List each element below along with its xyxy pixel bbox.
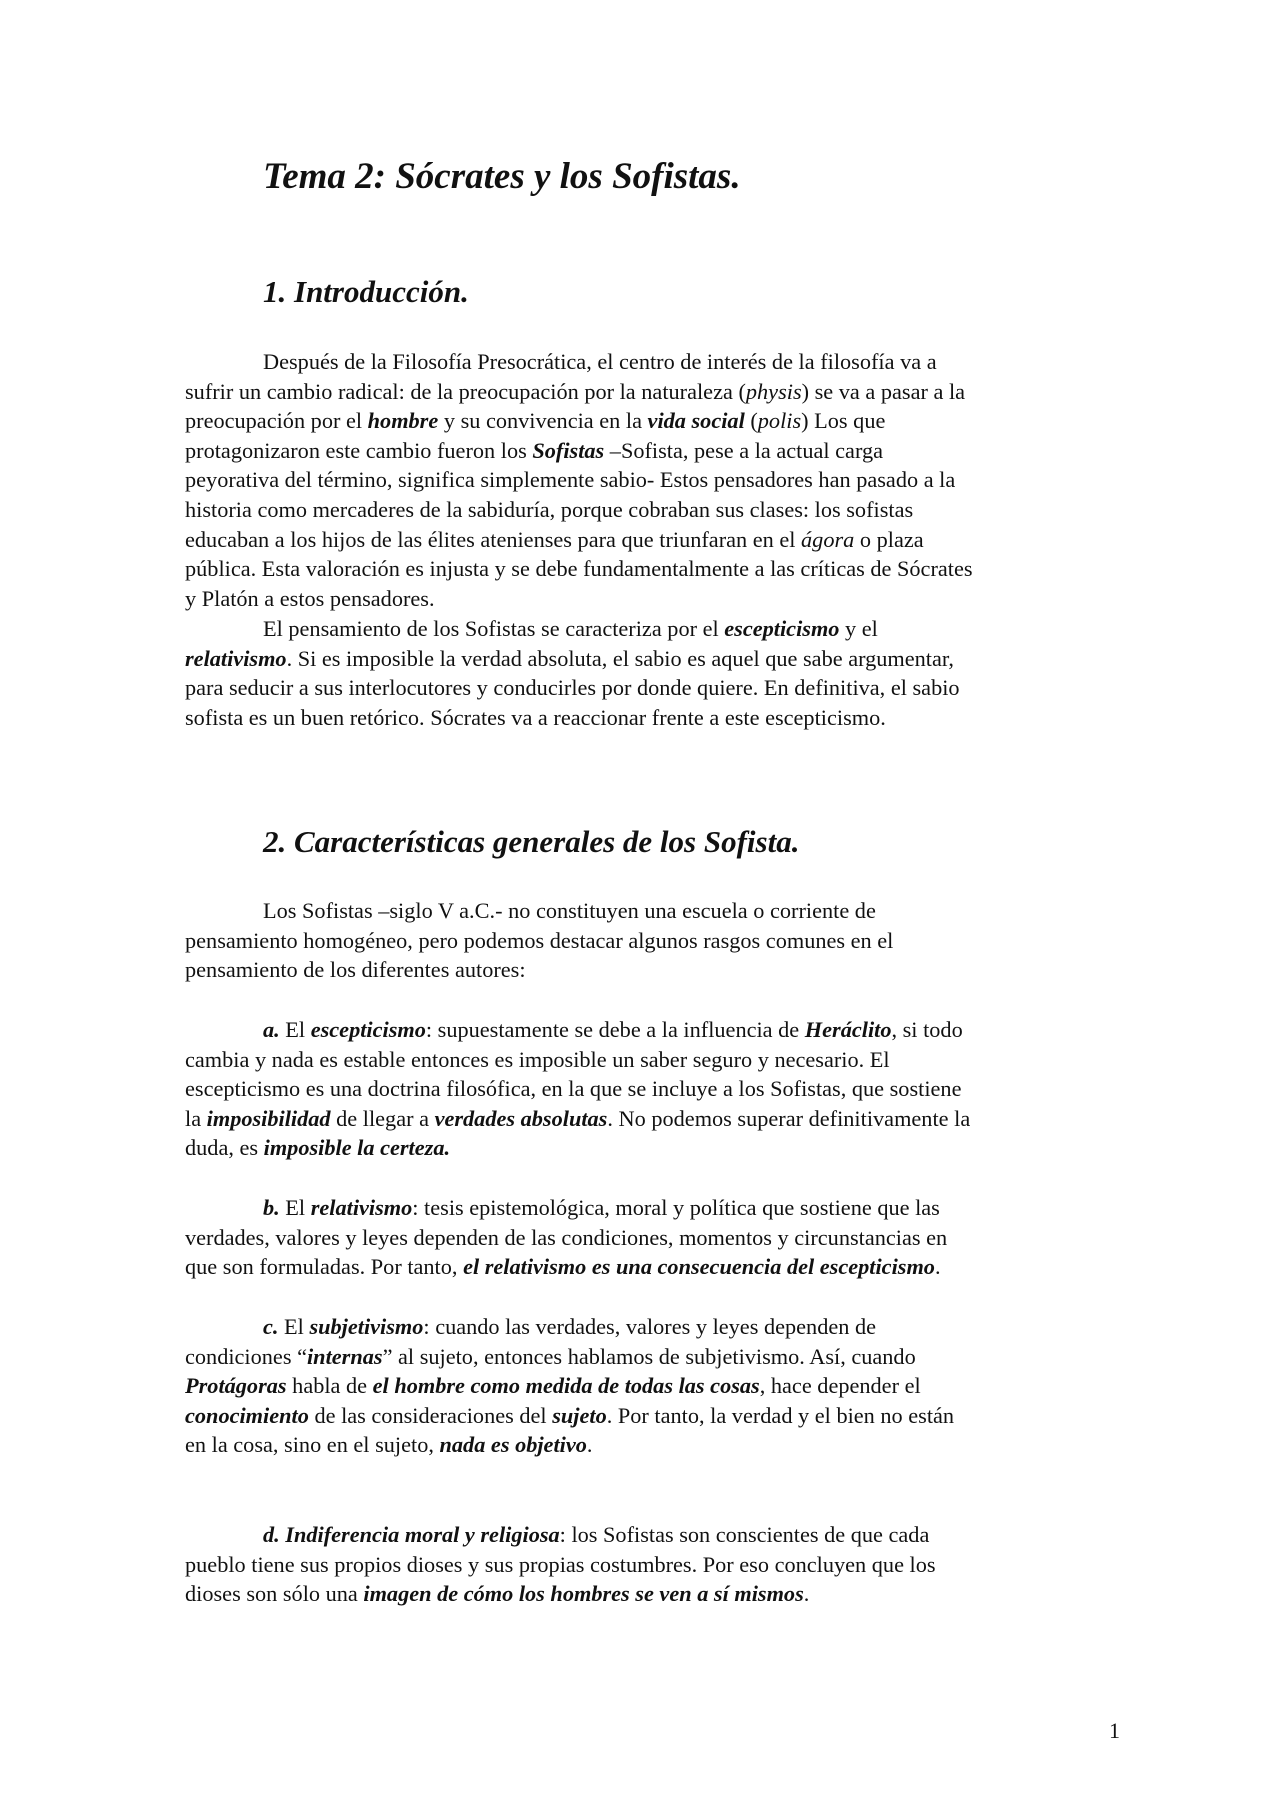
text-run: El pensamiento de los Sofistas se caracteriza por el — [263, 616, 725, 641]
emphasis-italic: polis — [757, 408, 802, 434]
text-run: pública. Esta valoración es injusta y se debe fundamentalmente a las críticas de Sócrates — [185, 556, 973, 582]
text-line — [185, 1074, 1110, 1104]
text-line — [185, 896, 1110, 926]
text-run: El — [278, 1314, 310, 1339]
emphasis-bold-italic: d. Indiferencia moral y religiosa — [263, 1522, 560, 1547]
emphasis-bold-italic: relativismo — [310, 1195, 413, 1220]
text-line — [185, 1104, 1110, 1134]
emphasis-bold-italic: Protágoras — [185, 1373, 287, 1399]
text-line — [185, 1223, 1110, 1253]
text-run: y el — [839, 616, 878, 641]
emphasis-bold-italic: escepticismo — [724, 616, 840, 641]
text-run: . — [586, 1432, 593, 1458]
text-line — [185, 1520, 1110, 1550]
text-line — [185, 465, 1110, 495]
emphasis-bold-italic: verdades absolutas — [434, 1105, 608, 1131]
text-line — [185, 1401, 1110, 1431]
text-run: o plaza — [854, 526, 924, 552]
item-d-indiferencia — [185, 1520, 1110, 1609]
emphasis-bold-italic: c. — [263, 1314, 279, 1339]
text-run: pueblo tiene sus propios dioses y sus propias costumbres. Por eso concluyen que los — [185, 1551, 936, 1577]
text-line — [185, 436, 1110, 466]
section-1-heading: 1. Introducción. — [263, 274, 469, 309]
text-line — [185, 1045, 1110, 1075]
text-line — [185, 1342, 1110, 1372]
emphasis-bold-italic: b. — [263, 1195, 280, 1220]
text-run: sufrir un cambio radical: de la preocupación por la naturaleza ( — [185, 378, 746, 404]
text-run: pensamiento de los diferentes autores: — [185, 957, 526, 983]
intro-paragraph-2 — [185, 614, 1110, 732]
text-run: la — [185, 1105, 207, 1131]
text-line — [185, 955, 1110, 985]
text-run: , si todo — [891, 1017, 963, 1042]
emphasis-bold-italic: subjetivismo — [309, 1314, 424, 1339]
text-line — [185, 1371, 1110, 1401]
text-line — [185, 1015, 1110, 1045]
text-run: para seducir a sus interlocutores y conducirles por donde quiere. En definitiva, el sabio — [185, 675, 960, 701]
text-line — [185, 584, 1110, 614]
text-run: de llegar a — [330, 1105, 435, 1131]
emphasis-bold-italic: Heráclito — [804, 1017, 892, 1042]
text-run: Después de la Filosofía Presocrática, el centro de interés de la filosofía va a — [263, 349, 937, 374]
text-line — [185, 495, 1110, 525]
emphasis-bold-italic: vida social — [647, 408, 745, 434]
emphasis-bold-italic: nada es objetivo — [439, 1432, 587, 1458]
text-run: y su convivencia en la — [438, 408, 648, 434]
text-run: preocupación por el — [185, 408, 368, 434]
text-line — [185, 614, 1110, 644]
item-a-escepticismo — [185, 1015, 1110, 1163]
text-line — [185, 554, 1110, 584]
text-line — [185, 1550, 1110, 1580]
text-line — [185, 644, 1110, 674]
text-run: educaban a los hijos de las élites atenienses para que triunfaran en el — [185, 526, 802, 552]
text-run: . — [803, 1581, 810, 1607]
intro-paragraph-1 — [185, 347, 1110, 613]
emphasis-bold-italic: Sofistas — [532, 437, 605, 463]
text-run: condiciones “ — [185, 1343, 307, 1369]
text-run: duda, es — [185, 1135, 264, 1161]
text-line — [185, 525, 1110, 555]
emphasis-bold-italic: a. — [263, 1017, 280, 1042]
text-line — [185, 673, 1110, 703]
emphasis-bold-italic: imposibilidad — [206, 1105, 331, 1131]
text-run: protagonizaron este cambio fueron los — [185, 437, 533, 463]
text-run: . No podemos superar definitivamente la — [607, 1105, 971, 1131]
item-b-relativismo — [185, 1193, 1110, 1282]
text-run: pensamiento homogéneo, pero podemos destacar algunos rasgos comunes en el — [185, 927, 894, 953]
text-line — [185, 377, 1110, 407]
text-run: : cuando las verdades, valores y leyes dependen de — [423, 1314, 877, 1339]
text-run: El — [279, 1195, 311, 1220]
emphasis-italic: ágora — [801, 526, 855, 552]
text-run: dioses son sólo una — [185, 1581, 364, 1607]
text-run: en la cosa, sino en el sujeto, — [185, 1432, 440, 1458]
emphasis-bold-italic: escepticismo — [310, 1017, 426, 1042]
emphasis-bold-italic: hombre — [367, 408, 439, 434]
emphasis-bold-italic: el hombre como medida de todas las cosas — [372, 1373, 760, 1399]
text-run: : los Sofistas son conscientes de que cada — [559, 1522, 930, 1547]
text-line — [185, 406, 1110, 436]
text-run: peyorativa del término, significa simplemente sabio- Estos pensadores han pasado a la — [185, 467, 956, 493]
text-line — [185, 347, 1110, 377]
text-run: . Si es imposible la verdad absoluta, el sabio es aquel que sabe argumentar, — [286, 645, 954, 671]
text-run: verdades, valores y leyes dependen de las condiciones, momentos y circunstancias en — [185, 1224, 948, 1250]
text-run: . Por tanto, la verdad y el bien no están — [606, 1402, 955, 1428]
emphasis-italic: physis — [745, 378, 802, 404]
text-run: : tesis epistemológica, moral y política que sostiene que las — [412, 1195, 940, 1220]
emphasis-bold-italic: internas — [306, 1343, 383, 1369]
text-run: El — [279, 1017, 311, 1042]
text-run: cambia y nada es estable entonces es imposible un saber seguro y necesario. El — [185, 1046, 890, 1072]
text-line — [185, 1252, 1110, 1282]
text-run: : supuestamente se debe a la influencia de — [425, 1017, 805, 1042]
text-run: . — [934, 1254, 941, 1280]
text-run: , hace depender el — [759, 1373, 921, 1399]
text-run: ( — [744, 408, 758, 434]
text-line — [185, 1312, 1110, 1342]
text-line — [185, 926, 1110, 956]
emphasis-bold-italic: relativismo — [185, 645, 287, 671]
text-run: Los Sofistas –siglo V a.C.- no constituyen una escuela o corriente de — [263, 898, 876, 923]
emphasis-bold-italic: conocimiento — [185, 1402, 309, 1428]
text-run: sofista es un buen retórico. Sócrates va a reaccionar frente a este escepticismo. — [185, 704, 886, 730]
emphasis-bold-italic: imagen de cómo los hombres se ven a sí mismos — [363, 1581, 804, 1607]
text-run: historia como mercaderes de la sabiduría, porque cobraban sus clases: los sofistas — [185, 496, 914, 522]
item-c-subjetivismo — [185, 1312, 1110, 1460]
text-run: ) Los que — [801, 408, 886, 434]
emphasis-bold-italic: imposible la certeza. — [263, 1135, 451, 1161]
text-line — [185, 1193, 1110, 1223]
text-run: y Platón a estos pensadores. — [185, 585, 435, 611]
text-run: ” al sujeto, entonces hablamos de subjetivismo. Así, cuando — [382, 1343, 916, 1369]
section-2-intro-paragraph — [185, 896, 1110, 985]
document-title: Tema 2: Sócrates y los Sofistas. — [263, 156, 741, 197]
text-line — [185, 1579, 1110, 1609]
text-run: de las consideraciones del — [308, 1402, 553, 1428]
text-line — [185, 1430, 1110, 1460]
text-line — [185, 1133, 1110, 1163]
text-run: –Sofista, pese a la actual carga — [604, 437, 884, 463]
section-2-heading: 2. Características generales de los Sofista. — [263, 824, 800, 859]
emphasis-bold-italic: el relativismo es una consecuencia del escepticismo — [463, 1254, 935, 1280]
text-run: que son formuladas. Por tanto, — [185, 1254, 464, 1280]
text-run: habla de — [286, 1373, 373, 1399]
text-line — [185, 703, 1110, 733]
emphasis-bold-italic: sujeto — [552, 1402, 607, 1428]
text-run: ) se va a pasar a la — [801, 378, 966, 404]
page-number: 1 — [1109, 1718, 1120, 1743]
text-run: escepticismo es una doctrina filosófica, en la que se incluye a los Sofistas, que sostiene — [185, 1076, 962, 1102]
